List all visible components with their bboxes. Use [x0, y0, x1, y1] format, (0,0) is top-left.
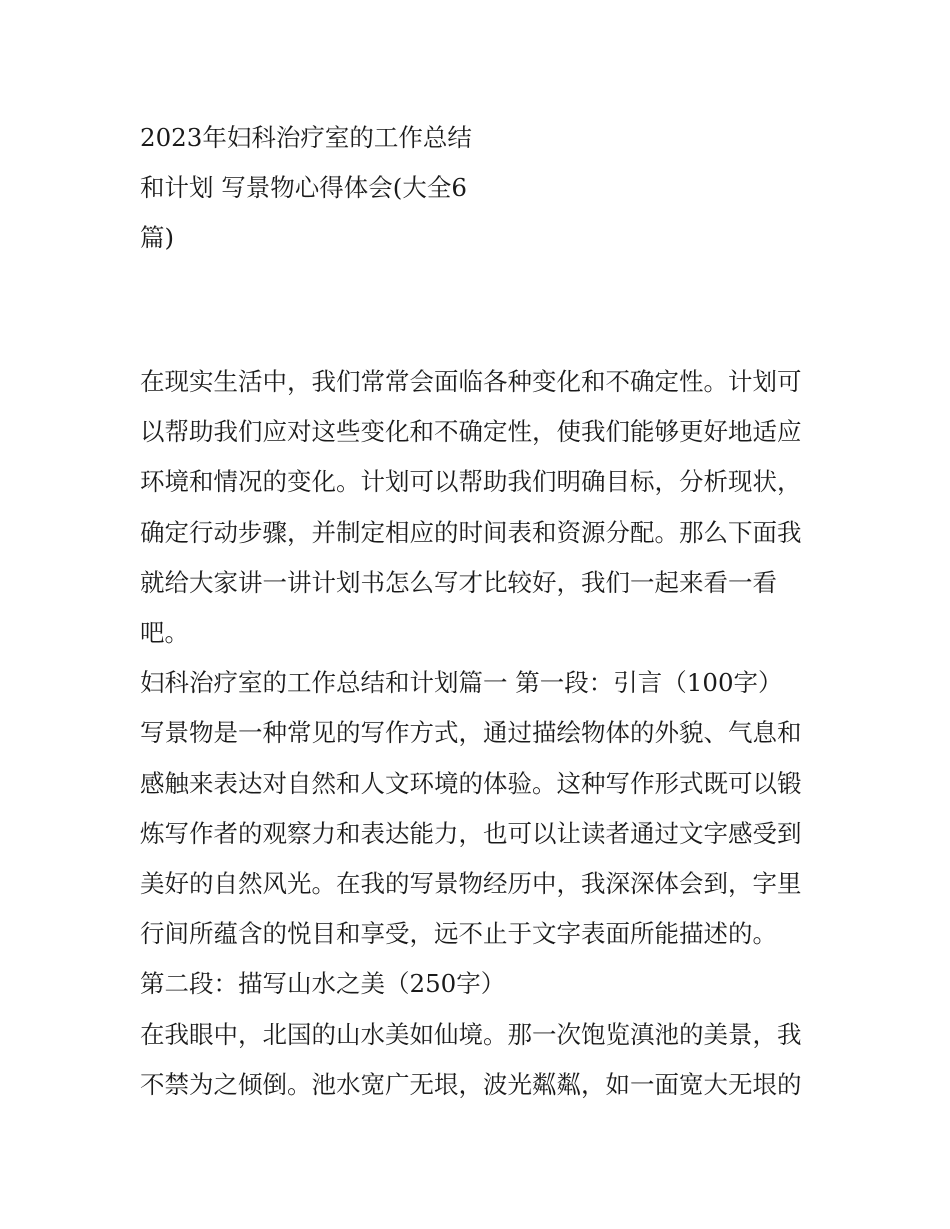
body-line: 环境和情况的变化。计划可以帮助我们明确目标，分析现状，	[140, 467, 802, 497]
paragraph-2	[140, 1010, 820, 1110]
title-line: 2023年妇科治疗室的工作总结	[140, 123, 472, 152]
document-title	[140, 113, 820, 264]
body-line: 美好的自然风光。在我的写景物经历中，我深深体会到，字里	[140, 869, 802, 899]
body-line: 在我眼中，北国的山水美如仙境。那一次饱览滇池的美景，我	[140, 1019, 802, 1049]
body-line: 写景物是一种常见的写作方式，通过描绘物体的外貌、气息和	[140, 718, 802, 748]
body-line: 炼写作者的观察力和表达能力，也可以让读者通过文字感受到	[140, 818, 802, 848]
body-line: 吧。	[140, 618, 189, 648]
body-line: 确定行动步骤，并制定相应的时间表和资源分配。那么下面我	[140, 517, 802, 547]
section-heading: 妇科治疗室的工作总结和计划篇一 第一段：引言（100字）	[140, 668, 783, 698]
body-line: 以帮助我们应对这些变化和不确定性，使我们能够更好地适应	[140, 417, 802, 447]
document-body	[140, 357, 820, 1110]
intro-paragraph	[140, 357, 820, 658]
title-line: 和计划 写景物心得体会(大全6	[140, 173, 467, 203]
paragraph-1	[140, 708, 820, 959]
body-line: 感触来表达对自然和人文环境的体验。这种写作形式既可以锻	[140, 768, 802, 798]
body-line: 行间所蕴含的悦目和享受，远不止于文字表面所能描述的。	[140, 919, 777, 949]
body-line: 不禁为之倾倒。池水宽广无垠，波光粼粼，如一面宽大无垠的	[140, 1069, 802, 1099]
title-line: 篇)	[140, 223, 175, 253]
subheading-2: 第二段：描写山水之美（250字）	[140, 969, 506, 999]
body-line: 在现实生活中，我们常常会面临各种变化和不确定性。计划可	[140, 367, 802, 396]
body-line: 就给大家讲一讲计划书怎么写才比较好，我们一起来看一看	[140, 567, 777, 597]
